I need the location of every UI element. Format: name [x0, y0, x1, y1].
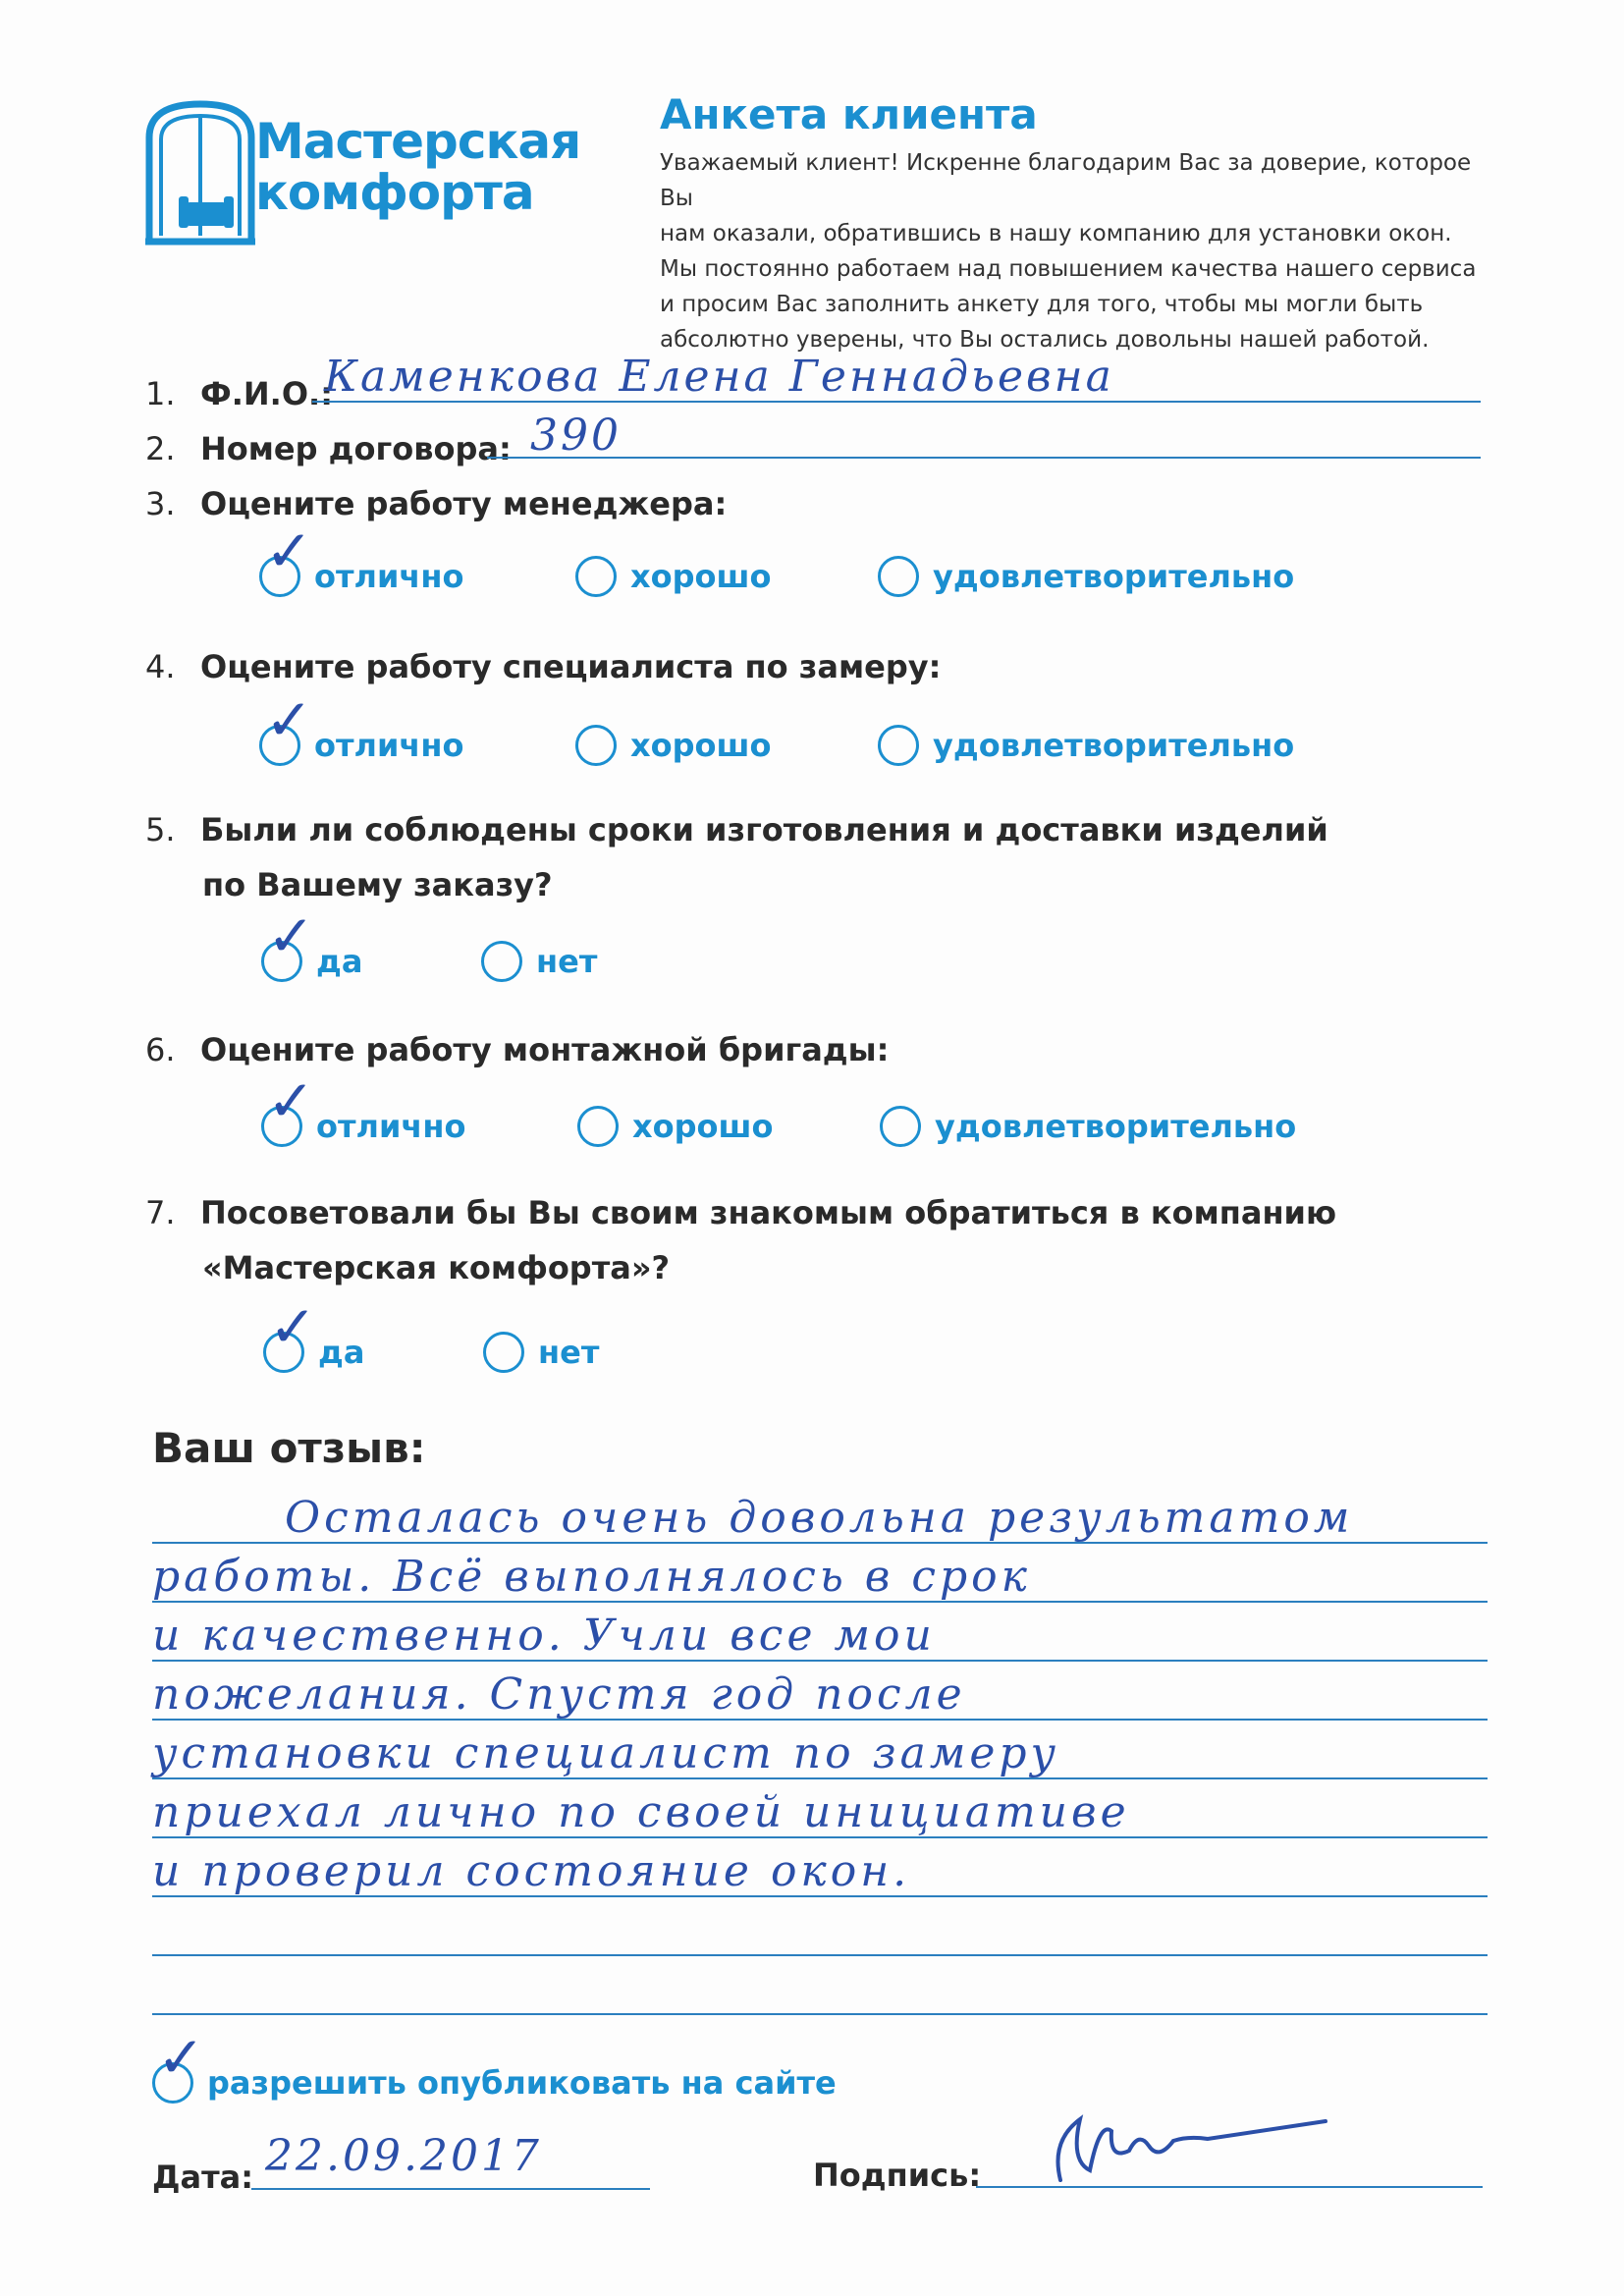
consent-label: разрешить опубликовать на сайте: [207, 2064, 837, 2102]
question-label: Были ли соблюдены сроки изготовления и доставки изделий: [200, 811, 1328, 848]
review-text-line[interactable]: Осталась очень довольна результатом: [285, 1493, 1354, 1543]
check-mark-icon: ✓: [269, 1293, 317, 1360]
option-label: хорошо: [630, 727, 772, 764]
publish-consent[interactable]: [152, 2062, 837, 2104]
question-4: [145, 648, 941, 685]
logo-line-1: Мастерская: [255, 113, 581, 170]
check-mark-icon: ✓: [267, 902, 315, 969]
option-label: хорошо: [632, 1108, 774, 1145]
option-label: отлично: [314, 727, 464, 764]
question-7: [145, 1194, 1336, 1231]
option-label: удовлетворительно: [933, 558, 1295, 595]
signature-underline: [976, 2186, 1483, 2188]
radio-circle[interactable]: [481, 941, 522, 982]
question-label: Номер договора:: [200, 430, 512, 467]
check-mark-icon: ✓: [267, 1067, 315, 1134]
intro-line: и просим Вас заполнить анкету для того, чтобы мы могли быть: [660, 292, 1424, 317]
review-line-rule: [152, 2013, 1488, 2015]
question-label: Оцените работу специалиста по замеру:: [200, 648, 942, 685]
option-label: удовлетворительно: [935, 1108, 1297, 1145]
radio-circle[interactable]: [577, 1106, 619, 1147]
form-title: Анкета клиента: [660, 90, 1038, 138]
handwritten-signature[interactable]: [1041, 2102, 1335, 2190]
question-number: 1.: [145, 375, 176, 412]
option-label: нет: [538, 1334, 600, 1371]
review-text-line[interactable]: и качественно. Учли все мои: [152, 1611, 936, 1661]
question-5-continued: по Вашему заказу?: [202, 866, 553, 903]
question-label: Ф.И.О.:: [200, 375, 333, 412]
option-label: удовлетворительно: [933, 727, 1295, 764]
option-label: отлично: [316, 1108, 466, 1145]
question-7-continued: «Мастерская комфорта»?: [202, 1249, 671, 1286]
review-text-line[interactable]: и проверил состояние окон.: [152, 1846, 911, 1896]
radio-circle[interactable]: [483, 1332, 524, 1373]
question-3: [145, 485, 727, 522]
radio-circle[interactable]: [575, 725, 617, 766]
question-5: [145, 811, 1328, 848]
question-label: Оцените работу монтажной бригады:: [200, 1031, 890, 1068]
question-number: 5.: [145, 811, 176, 848]
question-label: Оцените работу менеджера:: [200, 485, 728, 522]
radio-circle[interactable]: [880, 1106, 921, 1147]
radio-circle[interactable]: [575, 556, 617, 597]
question-2: [145, 430, 512, 467]
contract-number-underline: [487, 457, 1481, 459]
intro-line: Уважаемый клиент! Искренне благодарим Вас за доверие, которое Вы: [660, 150, 1472, 211]
q4-option-satisfactory[interactable]: [878, 725, 1294, 766]
option-label: отлично: [314, 558, 464, 595]
intro-line: абсолютно уверены, что Вы остались довольны нашей работой.: [660, 327, 1430, 353]
intro-text: [660, 145, 1504, 357]
review-line-rule: [152, 1954, 1488, 1956]
check-mark-icon: ✓: [265, 518, 313, 584]
logo-line-2: комфорта: [255, 164, 534, 221]
question-1: [145, 375, 333, 412]
question-6: [145, 1031, 889, 1068]
review-text-line[interactable]: приехал лично по своей инициативе: [152, 1787, 1130, 1837]
question-number: 7.: [145, 1194, 176, 1231]
question-number: 4.: [145, 648, 176, 685]
logo-wordmark: [255, 113, 581, 221]
review-text-line[interactable]: пожелания. Спустя год после: [152, 1669, 966, 1720]
q3-option-good[interactable]: [575, 556, 771, 597]
q6-option-good[interactable]: [577, 1106, 773, 1147]
option-label: нет: [536, 943, 598, 980]
q6-option-satisfactory[interactable]: [880, 1106, 1296, 1147]
intro-line: нам оказали, обратившись в нашу компанию для установки окон.: [660, 221, 1452, 246]
review-text-line[interactable]: установки специалист по замеру: [152, 1728, 1060, 1778]
option-label: да: [318, 1334, 365, 1371]
radio-circle[interactable]: [878, 725, 919, 766]
q7-option-no[interactable]: [483, 1332, 599, 1373]
q3-option-satisfactory[interactable]: [878, 556, 1294, 597]
review-title: Ваш отзыв:: [152, 1424, 426, 1472]
intro-line: Мы постоянно работаем над повышением качества нашего сервиса: [660, 256, 1477, 282]
q4-option-good[interactable]: [575, 725, 771, 766]
radio-circle[interactable]: [878, 556, 919, 597]
q5-option-no[interactable]: [481, 941, 597, 982]
signature-label: Подпись:: [813, 2157, 982, 2194]
date-label: Дата:: [152, 2159, 254, 2196]
option-label: хорошо: [630, 558, 772, 595]
contract-number-field[interactable]: 390: [530, 410, 622, 461]
check-mark-icon: ✓: [265, 686, 313, 753]
review-text-line[interactable]: работы. Всё выполнялось в срок: [152, 1552, 1031, 1602]
date-underline: [251, 2188, 650, 2190]
date-field[interactable]: 22.09.2017: [265, 2131, 542, 2181]
question-number: 3.: [145, 485, 176, 522]
question-number: 2.: [145, 430, 176, 467]
question-number: 6.: [145, 1031, 176, 1068]
full-name-underline: [312, 401, 1481, 403]
question-label: Посоветовали бы Вы своим знакомым обратиться в компанию: [200, 1194, 1337, 1231]
full-name-field[interactable]: Каменкова Елена Геннадьевна: [324, 352, 1114, 402]
check-mark-icon: ✓: [157, 2024, 205, 2091]
option-label: да: [316, 943, 363, 980]
